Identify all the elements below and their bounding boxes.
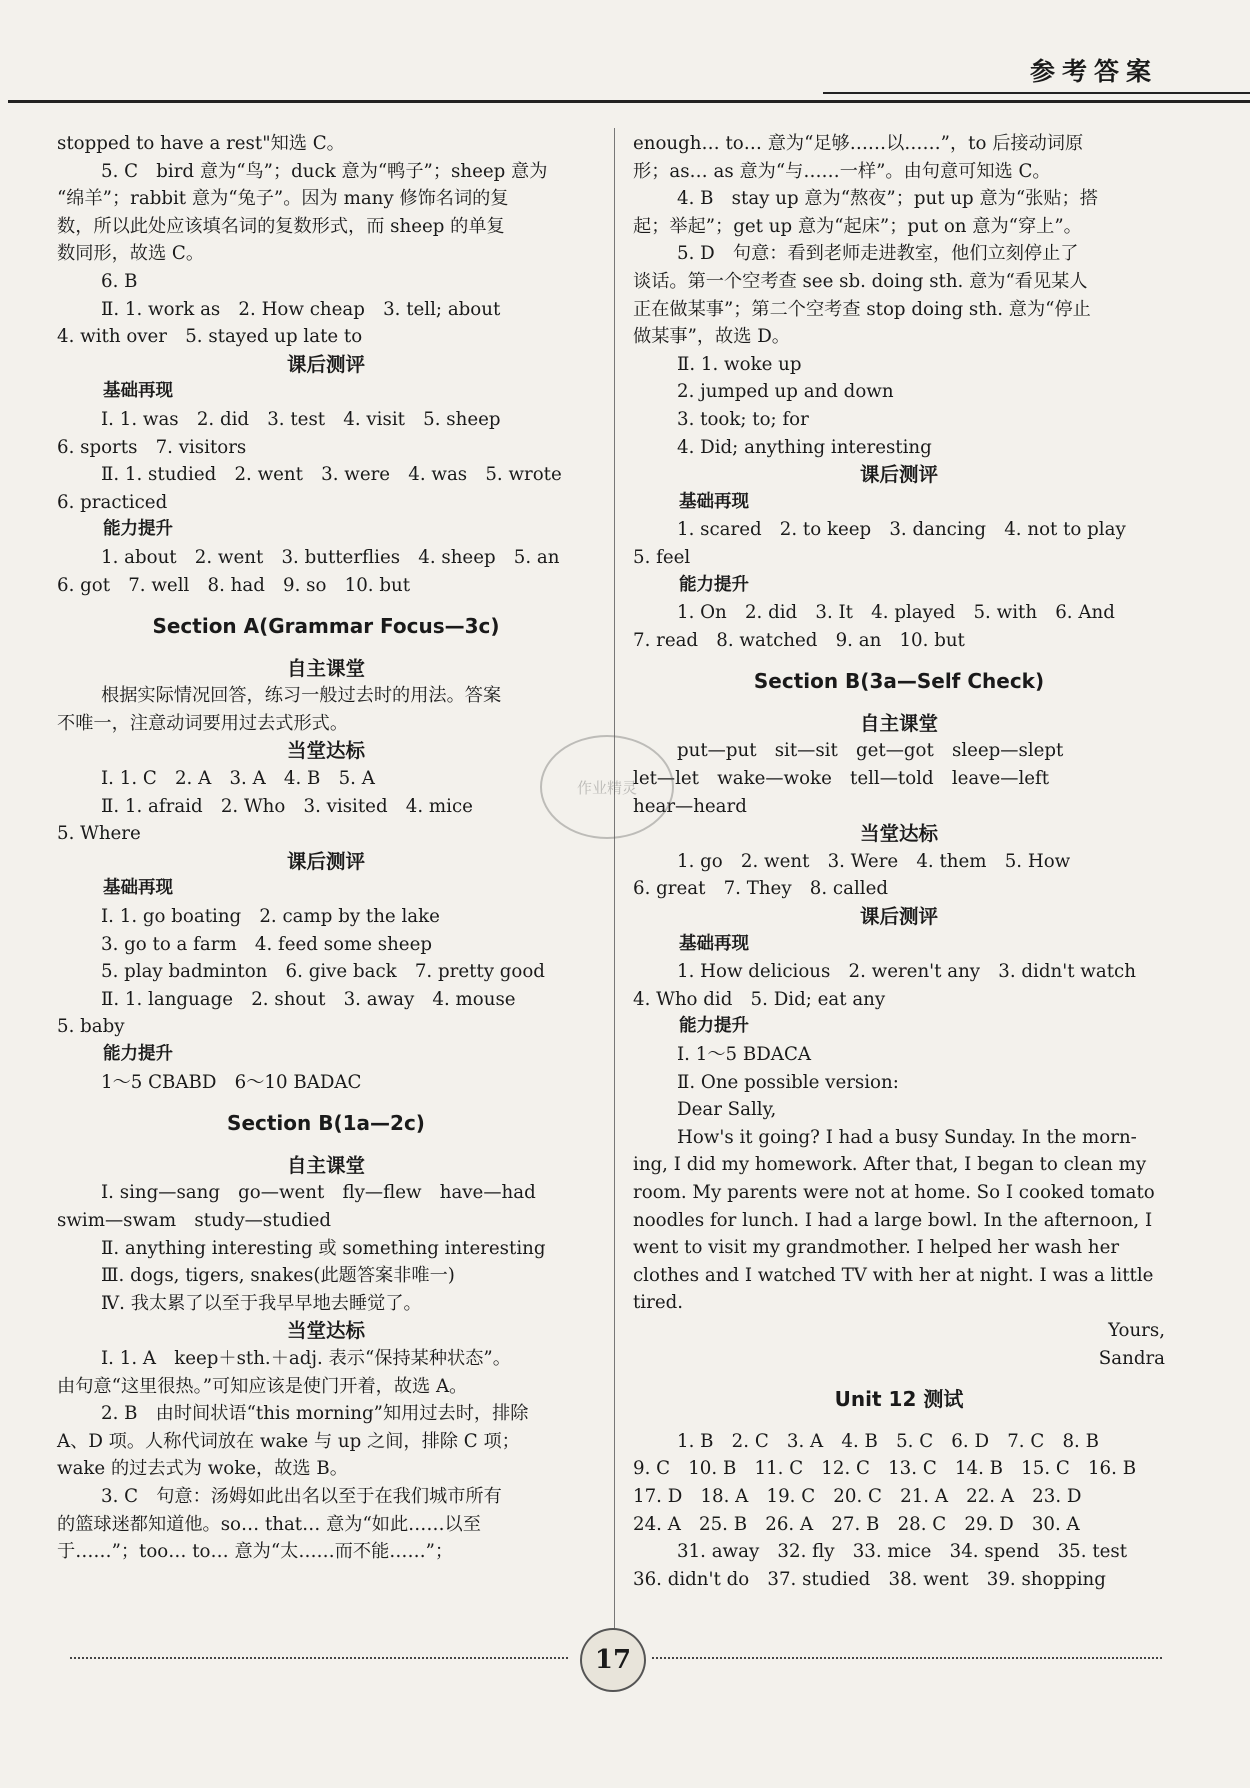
text-line: Sandra — [1098, 1347, 1165, 1369]
text-line: Ⅰ. 1. A keep＋sth.＋adj. 表示“保持某种状态”。 — [101, 1347, 511, 1369]
text-line: 1. go 2. went 3. Were 4. them 5. How — [677, 850, 1071, 872]
text-line: 6. great 7. They 8. called — [633, 878, 888, 900]
section-title: Section A(Grammar Focus—3c) — [152, 614, 500, 639]
text-line: 5. D 句意：看到老师走进教室，他们立刻停止了 — [677, 243, 1079, 265]
text-line: 4. B stay up 意为“熬夜”；put up 意为“张贴；搭 — [677, 188, 1098, 210]
text-line: 数，所以此处应该填名词的复数形式，而 sheep 的单复 — [57, 215, 505, 237]
text-line: Dear Sally, — [677, 1099, 777, 1121]
footer-dotted-line-right — [652, 1657, 1162, 1659]
text-line: 由句意“这里很热。”可知应该是使门开着，故选 A。 — [57, 1375, 468, 1397]
sub-label: 基础再现 — [103, 878, 173, 899]
section-heading: 当堂达标 — [286, 739, 365, 763]
sub-label: 基础再现 — [679, 933, 749, 954]
text-line: 6. got 7. well 8. had 9. so 10. but — [57, 574, 411, 596]
text-line: room. My parents were not at home. So I cooked tomato — [633, 1181, 1155, 1203]
text-line: 5. feel — [633, 546, 691, 568]
sub-label: 能力提升 — [103, 519, 173, 540]
page-number: 17 — [580, 1628, 646, 1692]
text-line: 不唯一，注意动词要用过去式形式。 — [57, 712, 349, 734]
text-line: 于……”；too… to… 意为“太……而不能……”； — [57, 1541, 454, 1563]
text-line: hear—heard — [633, 795, 747, 817]
section-heading: 课后测评 — [859, 463, 938, 487]
left-column — [57, 130, 595, 1566]
text-line: 做某事”，故选 D。 — [633, 326, 790, 348]
text-line: 3. C 句意：汤姆如此出名以至于在我们城市所有 — [101, 1485, 502, 1507]
text-line: 根据实际情况回答，练习一般过去时的用法。答案 — [101, 685, 502, 707]
text-line: How's it going? I had a busy Sunday. In the morn- — [677, 1126, 1137, 1148]
section-heading: 自主课堂 — [286, 1153, 365, 1177]
section-heading: 自主课堂 — [286, 656, 365, 680]
text-line: enough… to… 意为“足够……以……”，to 后接动词原 — [633, 133, 1084, 154]
section-title: Section B(1a—2c) — [227, 1111, 425, 1136]
text-line: 1. about 2. went 3. butterflies 4. sheep 5. an — [101, 546, 560, 568]
text-line: 17. D 18. A 19. C 20. C 21. A 22. A 23. D — [633, 1485, 1082, 1507]
text-line: let—let wake—woke tell—told leave—left — [633, 768, 1050, 790]
sub-label: 能力提升 — [679, 574, 749, 595]
footer-dotted-line-left — [70, 1657, 568, 1659]
text-line: went to visit my grandmother. I helped her wash her — [633, 1237, 1120, 1259]
text-line: 1. On 2. did 3. It 4. played 5. with 6. And — [677, 602, 1115, 624]
header-title: 参考答案 — [1029, 57, 1158, 86]
right-column — [633, 130, 1165, 1593]
text-line: Ⅰ. 1. C 2. A 3. A 4. B 5. A — [101, 768, 375, 790]
text-line: 1～5 CBABD 6～10 BADAC — [101, 1071, 362, 1093]
text-line: Ⅳ. 我太累了以至于我早早地去睡觉了。 — [101, 1292, 422, 1314]
sub-label: 基础再现 — [679, 491, 749, 512]
text-line: put—put sit—sit get—got sleep—slept — [677, 740, 1064, 762]
sub-label: 基础再现 — [103, 381, 173, 402]
text-line: Ⅰ. 1. go boating 2. camp by the lake — [101, 906, 440, 928]
sub-label: 能力提升 — [679, 1016, 749, 1037]
header-rule-thick — [8, 100, 1250, 103]
text-line: 3. took; to; for — [677, 408, 809, 430]
text-line: Ⅰ. sing—sang go—went fly—flew have—had — [101, 1182, 536, 1204]
text-line: 36. didn't do 37. studied 38. went 39. shopping — [633, 1568, 1106, 1590]
header-rule-thin — [823, 92, 1250, 94]
sub-label: 能力提升 — [103, 1044, 173, 1064]
text-line: 4. with over 5. stayed up late to — [57, 326, 363, 348]
text-line: 的篮球迷都知道他。so… that… 意为“如此……以至 — [57, 1513, 481, 1535]
text-line: Ⅱ. 1. studied 2. went 3. were 4. was 5. wrote — [101, 464, 562, 486]
text-line: 数同形，故选 C。 — [57, 243, 205, 265]
text-line: ing, I did my homework. After that, I began to clean my — [633, 1154, 1147, 1176]
text-line: Ⅱ. 1. language 2. shout 3. away 4. mouse — [101, 988, 516, 1010]
text-line: 1. B 2. C 3. A 4. B 5. C 6. D 7. C 8. B — [677, 1430, 1099, 1452]
watermark-stamp: 作业精灵 — [540, 735, 674, 839]
text-line: Ⅱ. anything interesting 或 something interesting — [101, 1237, 546, 1259]
section-heading: 课后测评 — [286, 849, 365, 873]
text-line: Ⅱ. 1. woke up — [677, 353, 802, 375]
section-heading: 自主课堂 — [859, 711, 938, 735]
text-line: 5. Where — [57, 823, 141, 845]
text-line: noodles for lunch. I had a large bowl. In the afternoon, I — [633, 1209, 1153, 1231]
text-line: tired. — [633, 1292, 684, 1314]
text-line: 2. jumped up and down — [677, 381, 894, 403]
text-line: Yours, — [1108, 1319, 1165, 1341]
text-line: 5. baby — [57, 1016, 125, 1038]
text-line: swim—swam study—studied — [57, 1209, 332, 1231]
text-line: 5. C bird 意为“鸟”；duck 意为“鸭子”；sheep 意为 — [101, 160, 548, 182]
text-line: Ⅱ. 1. work as 2. How cheap 3. tell; about — [101, 298, 501, 320]
text-line: 9. C 10. B 11. C 12. C 13. C 14. B 15. C 16. B — [633, 1458, 1137, 1480]
section-heading: 当堂达标 — [859, 822, 938, 846]
text-line: Ⅲ. dogs, tigers, snakes(此题答案非唯一) — [101, 1265, 455, 1287]
text-line: wake 的过去式为 woke，故选 B。 — [57, 1458, 348, 1480]
text-line: 2. B 由时间状语“this morning”知用过去时，排除 — [101, 1403, 529, 1425]
text-line: 起；举起”；get up 意为“起床”；put on 意为“穿上”。 — [633, 215, 1082, 237]
text-line: 6. B — [101, 270, 138, 292]
text-line: 4. Who did 5. Did; eat any — [633, 988, 886, 1010]
text-line: A、D 项。人称代词放在 wake 与 up 之间，排除 C 项； — [57, 1430, 520, 1452]
text-line: Ⅱ. 1. afraid 2. Who 3. visited 4. mice — [101, 795, 473, 817]
text-line: “绵羊”；rabbit 意为“兔子”。因为 many 修饰名词的复 — [57, 188, 509, 210]
text-line: 形；as… as 意为“与……一样”。由句意可知选 C。 — [633, 160, 1051, 182]
text-line: 24. A 25. B 26. A 27. B 28. C 29. D 30. A — [633, 1513, 1080, 1535]
text-line: 31. away 32. fly 33. mice 34. spend 35. test — [677, 1541, 1128, 1563]
text-line: Ⅰ. 1. was 2. did 3. test 4. visit 5. sheep — [101, 408, 501, 430]
text-line: 7. read 8. watched 9. an 10. but — [633, 629, 965, 651]
text-line: 5. play badminton 6. give back 7. pretty good — [101, 961, 545, 983]
text-line: 6. sports 7. visitors — [57, 436, 247, 458]
section-heading: 课后测评 — [859, 905, 938, 929]
section-title: Section B(3a—Self Check) — [753, 669, 1045, 694]
section-heading: 课后测评 — [286, 352, 365, 376]
text-line: Ⅱ. One possible version: — [677, 1071, 899, 1093]
text-line: 6. practiced — [57, 491, 168, 513]
section-heading: 当堂达标 — [286, 1319, 365, 1343]
text-line: 1. How delicious 2. weren't any 3. didn't watch — [677, 961, 1136, 983]
column-divider — [614, 128, 615, 1668]
text-line: 4. Did; anything interesting — [677, 436, 932, 458]
text-line: 3. go to a farm 4. feed some sheep — [101, 933, 432, 955]
text-line: 谈话。第一个空考查 see sb. doing sth. 意为“看见某人 — [633, 270, 1088, 292]
text-line: 正在做某事”；第二个空考查 stop doing sth. 意为“停止 — [633, 298, 1091, 320]
text-line: stopped to have a rest"知选 C。 — [57, 133, 345, 154]
section-title: Unit 12 测试 — [834, 1387, 964, 1412]
text-line: 1. scared 2. to keep 3. dancing 4. not to play — [677, 519, 1126, 541]
text-line: clothes and I watched TV with her at night. I was a little — [633, 1264, 1154, 1286]
text-line: Ⅰ. 1～5 BDACA — [677, 1044, 811, 1065]
